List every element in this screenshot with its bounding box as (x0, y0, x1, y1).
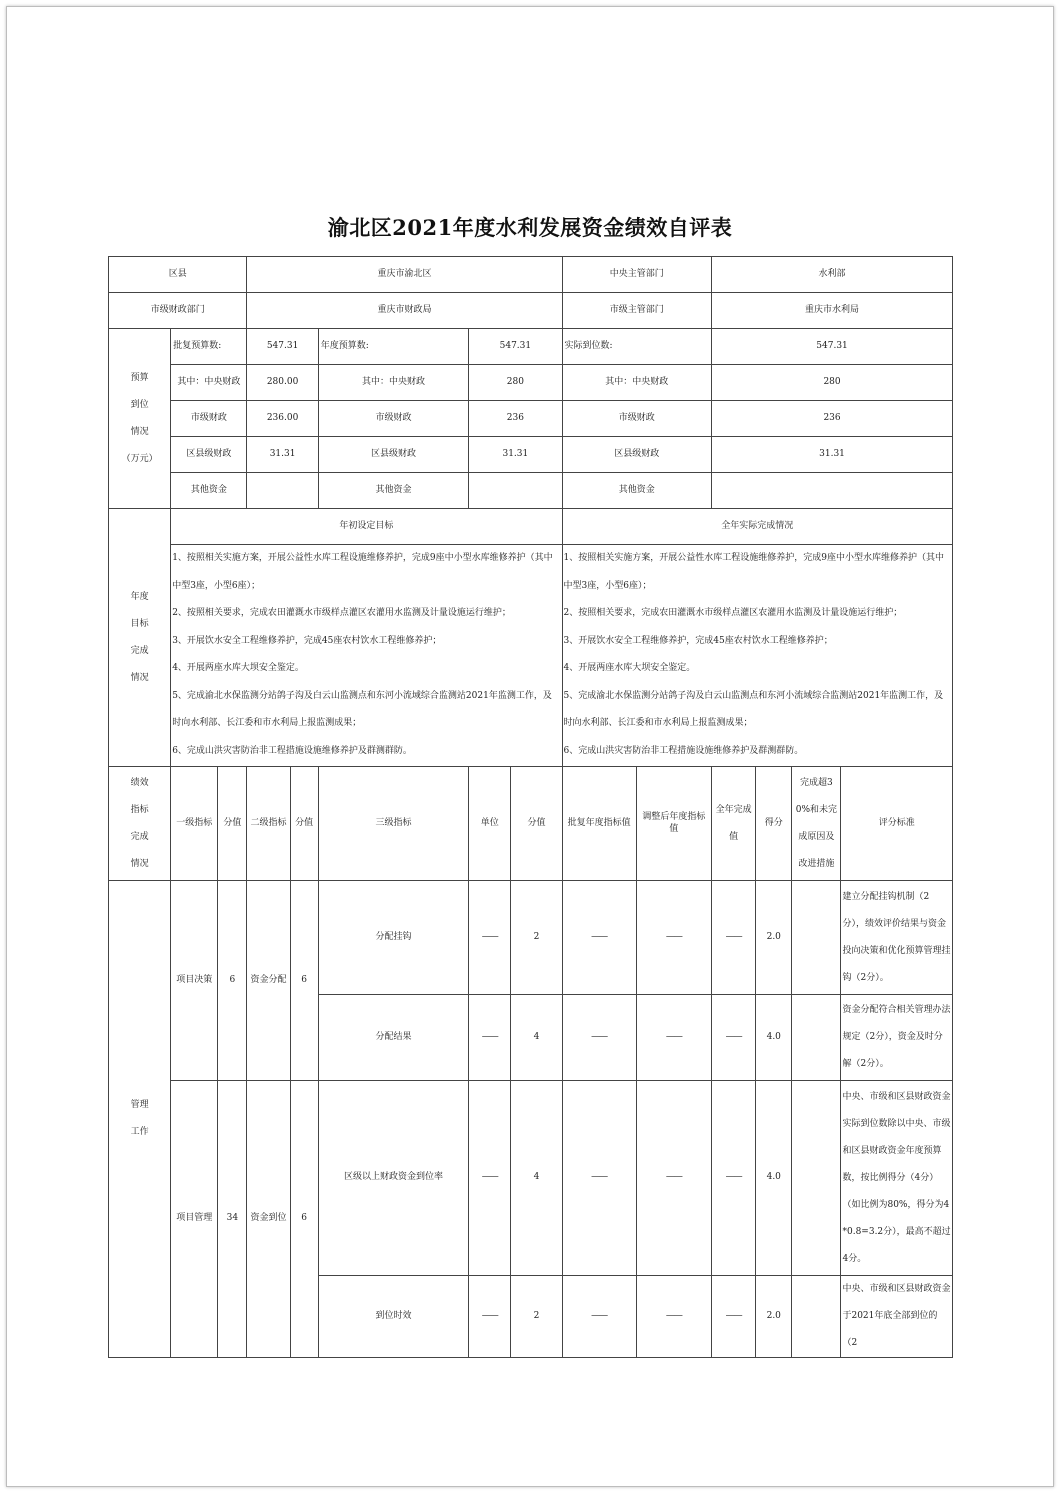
level3-indicator: 到位时效 (318, 1276, 469, 1358)
approved-cell: —— (562, 995, 636, 1081)
budget-value: 236.00 (247, 401, 318, 437)
annual-budget-label: 年度预算数: (318, 329, 469, 365)
district-value: 重庆市渝北区 (247, 257, 562, 293)
col-level2: 二级指标 (247, 767, 290, 881)
budget-label: 其中：中央财政 (171, 365, 247, 401)
budget-row-city (109, 401, 953, 437)
budget-row-central (109, 365, 953, 401)
unit-cell: —— (469, 1081, 511, 1276)
table-row (109, 1081, 953, 1276)
criteria-cell: 建立分配挂钩机制（2分），绩效评价结果与资金投向决策和优化预算管理挂钩（2分）。 (841, 881, 953, 995)
performance-table (108, 256, 953, 1358)
points-cell: 4.0 (756, 1081, 792, 1276)
col-completed: 全年完成值 (712, 767, 756, 881)
approved-budget-value: 547.31 (247, 329, 318, 365)
budget-value: 280.00 (247, 365, 318, 401)
actual-goals-text: 1、按照相关实施方案，开展公益性水库工程设施维修养护，完成9座中小型水库维修养护（其中中型3座，小型6座）； 2、按照相关要求，完成农田灌溉水市级样点灌区农灌用水监测及计量设施运行维护； 3、开展饮水安全工程维修养护，完成45座农村饮水工程维修养护； 4、开展两座水库大坝安全鉴定。 5、完成渝北水保监测分站鸽子沟及白云山监测点和东河小流域综合监测站2021年监测工作，及时向水利部、长江委和市水利局上报监测成果； 6、完成山洪灾害防治非工程措施设施维修养护及群测群防。 (562, 545, 952, 767)
approved-cell: —— (562, 1276, 636, 1358)
budget-value: 236 (469, 401, 562, 437)
col-points: 得分 (756, 767, 792, 881)
table-row (109, 881, 953, 995)
score-cell: 2 (511, 1276, 562, 1358)
level1-indicator: 项目决策 (171, 881, 218, 1081)
col-criteria: 评分标准 (841, 767, 953, 881)
budget-label: 区县级财政 (318, 437, 469, 473)
points-cell: 2.0 (756, 1276, 792, 1358)
annual-budget-value: 547.31 (469, 329, 562, 365)
col-adjusted: 调整后年度指标值 (636, 767, 711, 881)
indicator-header-row (109, 767, 953, 881)
level1-indicator: 项目管理 (171, 1081, 218, 1358)
actual-goals-header: 全年实际完成情况 (562, 509, 952, 545)
completed-cell: —— (712, 1081, 756, 1276)
completed-cell: —— (712, 1276, 756, 1358)
budget-label: 其中：中央财政 (318, 365, 469, 401)
document-title: 渝北区2021年度水利发展资金绩效自评表 (327, 215, 733, 240)
reason-cell (792, 1276, 841, 1358)
level3-indicator: 分配结果 (318, 995, 469, 1081)
budget-label: 市级财政 (318, 401, 469, 437)
mgmt-section-label: 管理 工作 (109, 881, 171, 1358)
budget-row-total (109, 329, 953, 365)
budget-label: 其他资金 (562, 473, 712, 509)
unit-cell: —— (469, 1276, 511, 1358)
adjusted-cell: —— (636, 1276, 711, 1358)
goals-header-row (109, 509, 953, 545)
goals-section-label: 年度 目标 完成 情况 (109, 509, 171, 767)
col-reason: 完成超30%和未完成原因及改进措施 (792, 767, 841, 881)
reason-cell (792, 1081, 841, 1276)
criteria-cell: 资金分配符合相关管理办法规定（2分），资金及时分解（2分）。 (841, 995, 953, 1081)
budget-value (247, 473, 318, 509)
level2-indicator: 资金分配 (247, 881, 290, 1081)
city-finance-value: 重庆市财政局 (247, 293, 562, 329)
goals-content-row (109, 545, 953, 767)
budget-value: 31.31 (469, 437, 562, 473)
budget-label: 其他资金 (171, 473, 247, 509)
col-unit: 单位 (469, 767, 511, 881)
criteria-cell: 中央、市级和区县财政资金实际到位数除以中央、市级和区县财政资金年度预算数，按比例得分（4分）（如比例为80%，得分为4*0.8=3.2分），最高不超过4分。 (841, 1081, 953, 1276)
budget-value: 31.31 (712, 437, 953, 473)
budget-row-other (109, 473, 953, 509)
score-cell: 4 (511, 995, 562, 1081)
header-row-1 (109, 257, 953, 293)
col-score3: 分值 (511, 767, 562, 881)
points-cell: 2.0 (756, 881, 792, 995)
actual-budget-value: 547.31 (712, 329, 953, 365)
score-cell: 2 (511, 881, 562, 995)
budget-label: 区县级财政 (171, 437, 247, 473)
reason-cell (792, 881, 841, 995)
reason-cell (792, 995, 841, 1081)
level2-score: 6 (290, 1081, 318, 1358)
level3-indicator: 区级以上财政资金到位率 (318, 1081, 469, 1276)
approved-cell: —— (562, 881, 636, 995)
budget-label: 区县级财政 (562, 437, 712, 473)
col-level1: 一级指标 (171, 767, 218, 881)
city-dept-label: 市级主管部门 (562, 293, 712, 329)
budget-value: 236 (712, 401, 953, 437)
indicators-section-label: 绩效 指标 完成 情况 (109, 767, 171, 881)
criteria-cell: 中央、市级和区县财政资金于2021年底全部到位的（2 (841, 1276, 953, 1358)
central-dept-label: 中央主管部门 (562, 257, 712, 293)
col-level3: 三级指标 (318, 767, 469, 881)
budget-value: 280 (469, 365, 562, 401)
level3-indicator: 分配挂钩 (318, 881, 469, 995)
points-cell: 4.0 (756, 995, 792, 1081)
budget-value (469, 473, 562, 509)
budget-value: 31.31 (247, 437, 318, 473)
approved-budget-label: 批复预算数: (171, 329, 247, 365)
budget-label: 其他资金 (318, 473, 469, 509)
col-score2: 分值 (290, 767, 318, 881)
level1-score: 34 (218, 1081, 247, 1358)
actual-budget-label: 实际到位数: (562, 329, 712, 365)
col-score1: 分值 (218, 767, 247, 881)
adjusted-cell: —— (636, 995, 711, 1081)
budget-section-label: 预算 到位 情况 （万元） (109, 329, 171, 509)
adjusted-cell: —— (636, 1081, 711, 1276)
budget-value (712, 473, 953, 509)
score-cell: 4 (511, 1081, 562, 1276)
completed-cell: —— (712, 995, 756, 1081)
initial-goals-text: 1、按照相关实施方案，开展公益性水库工程设施维修养护，完成9座中小型水库维修养护（其中中型3座，小型6座）； 2、按照相关要求，完成农田灌溉水市级样点灌区农灌用水监测及计量设施运行维护； 3、开展饮水安全工程维修养护，完成45座农村饮水工程维修养护； 4、开展两座水库大坝安全鉴定。 5、完成渝北水保监测分站鸽子沟及白云山监测点和东河小流域综合监测站2021年监测工作，及时向水利部、长江委和市水利局上报监测成果； 6、完成山洪灾害防治非工程措施设施维修养护及群测群防。 (171, 545, 562, 767)
header-row-2 (109, 293, 953, 329)
completed-cell: —— (712, 881, 756, 995)
city-dept-value: 重庆市水利局 (712, 293, 953, 329)
level2-indicator: 资金到位 (247, 1081, 290, 1358)
unit-cell: —— (469, 881, 511, 995)
budget-label: 其中：中央财政 (562, 365, 712, 401)
level2-score: 6 (290, 881, 318, 1081)
unit-cell: —— (469, 995, 511, 1081)
initial-goals-header: 年初设定目标 (171, 509, 562, 545)
city-finance-label: 市级财政部门 (109, 293, 247, 329)
budget-label: 市级财政 (171, 401, 247, 437)
budget-value: 280 (712, 365, 953, 401)
col-approved: 批复年度指标值 (562, 767, 636, 881)
budget-row-district (109, 437, 953, 473)
central-dept-value: 水利部 (712, 257, 953, 293)
district-label: 区县 (109, 257, 247, 293)
level1-score: 6 (218, 881, 247, 1081)
budget-label: 市级财政 (562, 401, 712, 437)
adjusted-cell: —— (636, 881, 711, 995)
approved-cell: —— (562, 1081, 636, 1276)
